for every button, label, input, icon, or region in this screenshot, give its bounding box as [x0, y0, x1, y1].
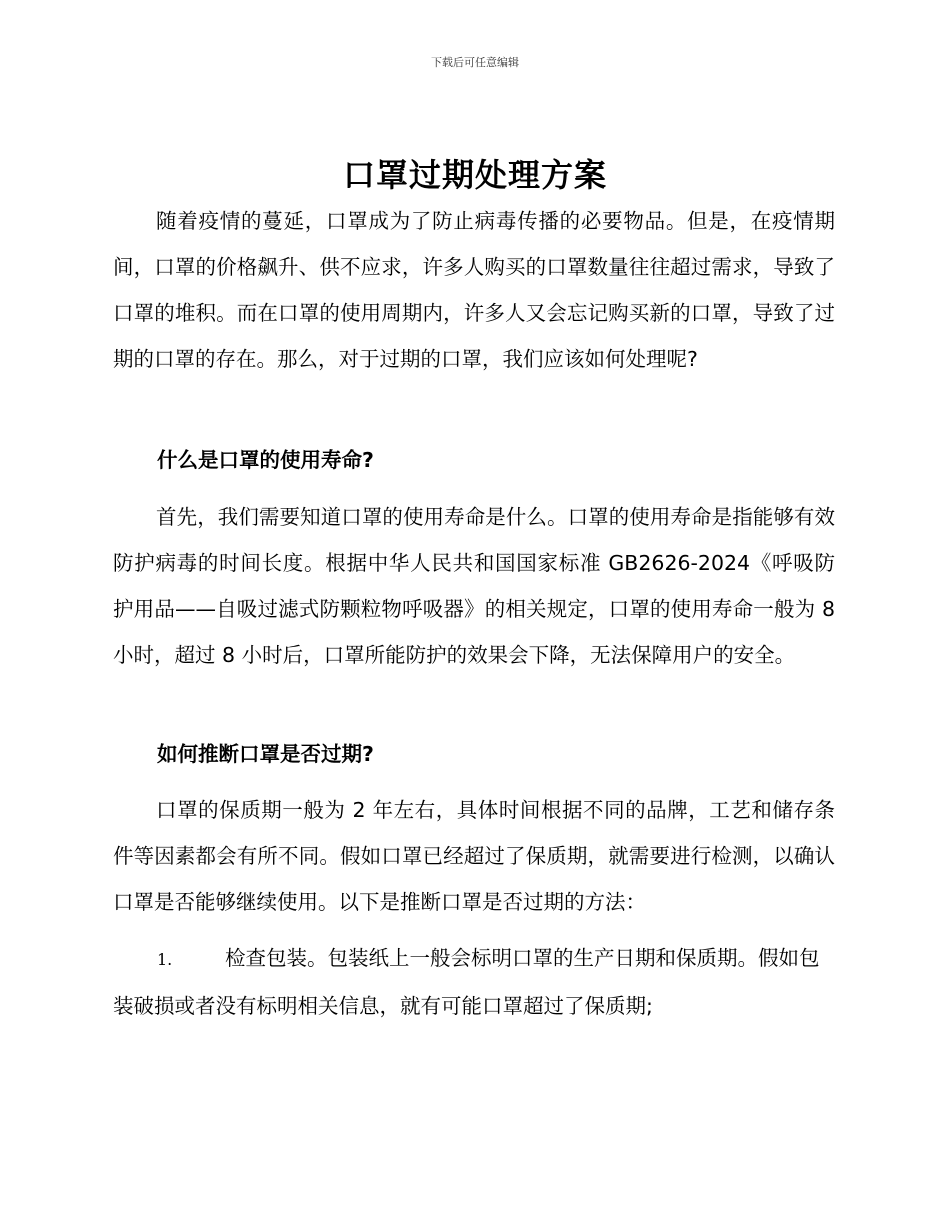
section2-paragraph: 口罩的保质期一般为 2 年左右，具体时间根据不同的品牌，工艺和储存条件等因素都会有所不同。假如口罩已经超过了保质期，就需要进行检测，以确认口罩是否能够继续使用。以下是推断口罩是否过期的方法：: [113, 798, 835, 914]
list-item-number: 1.: [157, 950, 173, 969]
document-title: 口罩过期处理方案: [342, 156, 607, 194]
section1-paragraph: 首先，我们需要知道口罩的使用寿命是什么。口罩的使用寿命是指能够有效防护病毒的时间长度。根据中华人民共和国国家标准 GB2626-2024《呼吸防护用品——自吸过滤式防颗粒物呼吸器》的相关规定，口罩的使用寿命一般为 8 小时，超过 8 小时后，口罩所能防护的效果会下降，无法保障用户的安全。: [113, 505, 835, 667]
intro-paragraph: 随着疫情的蔓延，口罩成为了防止病毒传播的必要物品。但是，在疫情期间，口罩的价格飙升、供不应求，许多人购买的口罩数量往往超过需求，导致了口罩的堆积。而在口罩的使用周期内，许多人又会忘记购买新的口罩，导致了过期的口罩的存在。那么，对于过期的口罩，我们应该如何处理呢?: [113, 209, 835, 371]
header-note: 下载后可任意编辑: [431, 56, 519, 69]
list-item-text: 检查包装。包装纸上一般会标明口罩的生产日期和保质期。假如包装破损或者没有标明相关信息，就有可能口罩超过了保质期;: [113, 946, 820, 1018]
list-item: [113, 935, 835, 1029]
section1-heading: 什么是口罩的使用寿命?: [157, 448, 374, 472]
section2-heading: 如何推断口罩是否过期?: [157, 742, 374, 766]
